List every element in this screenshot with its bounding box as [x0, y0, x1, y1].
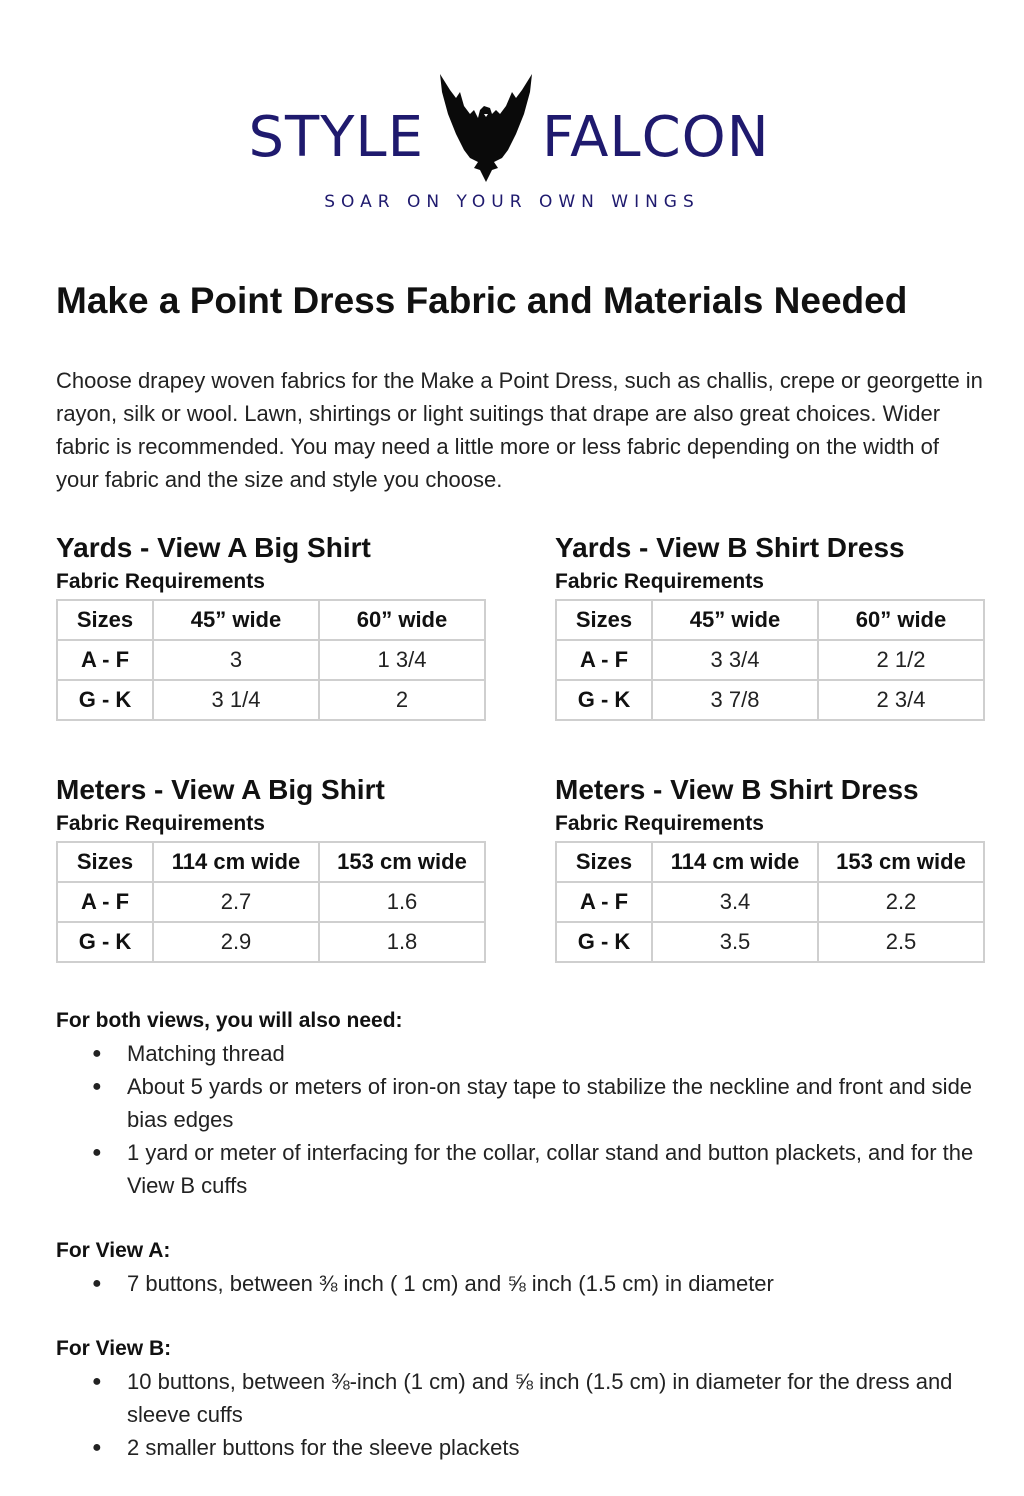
table-cell: 3 — [153, 640, 319, 680]
table-cell: 3.5 — [652, 922, 818, 962]
table-row — [556, 680, 984, 720]
both-views-section — [56, 1004, 996, 1202]
row-size: A - F — [57, 640, 153, 680]
column-header: 45” wide — [153, 600, 319, 640]
bullet-icon: ● — [92, 1078, 102, 1095]
list-item — [56, 1070, 996, 1136]
list-item — [56, 1267, 996, 1300]
list-item-text: 2 smaller buttons for the sleeve plackets — [127, 1435, 520, 1460]
fabric-table-yards-b — [555, 599, 985, 721]
section-heading: For View B: — [56, 1337, 172, 1360]
column-header: Sizes — [57, 842, 153, 882]
table-subheading: Fabric Requirements — [56, 570, 265, 593]
table-heading: Yards - View B Shirt Dress — [555, 532, 905, 563]
column-header: 114 cm wide — [652, 842, 818, 882]
materials-list — [56, 1037, 996, 1202]
brand-name-left: STYLE — [248, 105, 424, 170]
view-a-section — [56, 1234, 996, 1300]
list-item-text: About 5 yards or meters of iron-on stay tape to stabilize the neckline and front and side bias edges — [127, 1074, 973, 1132]
list-item-text: 10 buttons, between ⅜-inch (1 cm) and ⅝ inch (1.5 cm) in diameter for the dress and sleeve cuffs — [127, 1369, 953, 1427]
list-item — [56, 1431, 996, 1464]
bullet-icon: ● — [92, 1144, 102, 1161]
list-item — [56, 1136, 996, 1202]
table-row — [556, 882, 984, 922]
table-cell: 3.4 — [652, 882, 818, 922]
brand-name-right: FALCON — [542, 105, 770, 170]
row-size: A - F — [57, 882, 153, 922]
list-item — [56, 1037, 996, 1070]
table-cell: 2.7 — [153, 882, 319, 922]
table-header-row — [556, 600, 984, 640]
table-cell: 1.6 — [319, 882, 485, 922]
table-heading: Meters - View B Shirt Dress — [555, 774, 919, 805]
table-cell: 1.8 — [319, 922, 485, 962]
table-row — [57, 680, 485, 720]
row-size: G - K — [556, 922, 652, 962]
table-header-row — [57, 842, 485, 882]
table-cell: 2.9 — [153, 922, 319, 962]
page-title: Make a Point Dress Fabric and Materials Needed — [56, 280, 908, 321]
table-row — [57, 922, 485, 962]
row-size: A - F — [556, 882, 652, 922]
row-size: G - K — [556, 680, 652, 720]
table-cell: 3 3/4 — [652, 640, 818, 680]
materials-list — [56, 1267, 996, 1300]
column-header: Sizes — [556, 842, 652, 882]
table-cell: 2 3/4 — [818, 680, 984, 720]
row-size: G - K — [57, 922, 153, 962]
bullet-icon: ● — [92, 1439, 102, 1456]
table-heading: Yards - View A Big Shirt — [56, 532, 371, 563]
bullet-icon: ● — [92, 1373, 102, 1390]
column-header: 114 cm wide — [153, 842, 319, 882]
view-b-section — [56, 1332, 996, 1464]
table-cell: 2 — [319, 680, 485, 720]
column-header: Sizes — [57, 600, 153, 640]
table-cell: 3 1/4 — [153, 680, 319, 720]
table-header-row — [57, 600, 485, 640]
fabric-table-meters-b — [555, 841, 985, 963]
table-cell: 3 7/8 — [652, 680, 818, 720]
materials-list — [56, 1365, 996, 1464]
bullet-icon: ● — [92, 1275, 102, 1292]
yards-view-b-block — [555, 531, 985, 721]
table-subheading: Fabric Requirements — [56, 812, 265, 835]
column-header: 45” wide — [652, 600, 818, 640]
fabric-table-meters-a — [56, 841, 486, 963]
section-heading: For both views, you will also need: — [56, 1009, 403, 1032]
brand-tagline: SOAR ON YOUR OWN WINGS — [324, 192, 700, 212]
column-header: Sizes — [556, 600, 652, 640]
meters-view-b-block — [555, 773, 985, 963]
column-header: 153 cm wide — [818, 842, 984, 882]
table-row — [57, 640, 485, 680]
column-header: 60” wide — [319, 600, 485, 640]
table-header-row — [556, 842, 984, 882]
table-cell: 2.5 — [818, 922, 984, 962]
table-row — [556, 922, 984, 962]
meters-view-a-block — [56, 773, 486, 963]
table-cell: 2 1/2 — [818, 640, 984, 680]
list-item-text: Matching thread — [127, 1041, 285, 1066]
intro-paragraph: Choose drapey woven fabrics for the Make a Point Dress, such as challis, crepe or georgette in rayon, silk or wool. Lawn, shirtings or light suitings that drape are also great choices. Wider fabric is recommended. You may need a little more or less fabric depending on the width of your fabric and the size and style you choose. — [56, 368, 983, 492]
table-heading: Meters - View A Big Shirt — [56, 774, 385, 805]
table-subheading: Fabric Requirements — [555, 570, 764, 593]
falcon-icon — [440, 70, 532, 182]
row-size: A - F — [556, 640, 652, 680]
table-subheading: Fabric Requirements — [555, 812, 764, 835]
fabric-table-yards-a — [56, 599, 486, 721]
column-header: 153 cm wide — [319, 842, 485, 882]
row-size: G - K — [57, 680, 153, 720]
section-heading: For View A: — [56, 1239, 171, 1262]
brand-logo — [0, 70, 1024, 220]
table-row — [57, 882, 485, 922]
bullet-icon: ● — [92, 1045, 102, 1062]
column-header: 60” wide — [818, 600, 984, 640]
table-cell: 2.2 — [818, 882, 984, 922]
table-row — [556, 640, 984, 680]
yards-view-a-block — [56, 531, 486, 721]
list-item — [56, 1365, 996, 1431]
list-item-text: 7 buttons, between ⅜ inch ( 1 cm) and ⅝ inch (1.5 cm) in diameter — [127, 1271, 774, 1296]
table-cell: 1 3/4 — [319, 640, 485, 680]
list-item-text: 1 yard or meter of interfacing for the collar, collar stand and button plackets, and for the View B cuffs — [127, 1140, 974, 1198]
